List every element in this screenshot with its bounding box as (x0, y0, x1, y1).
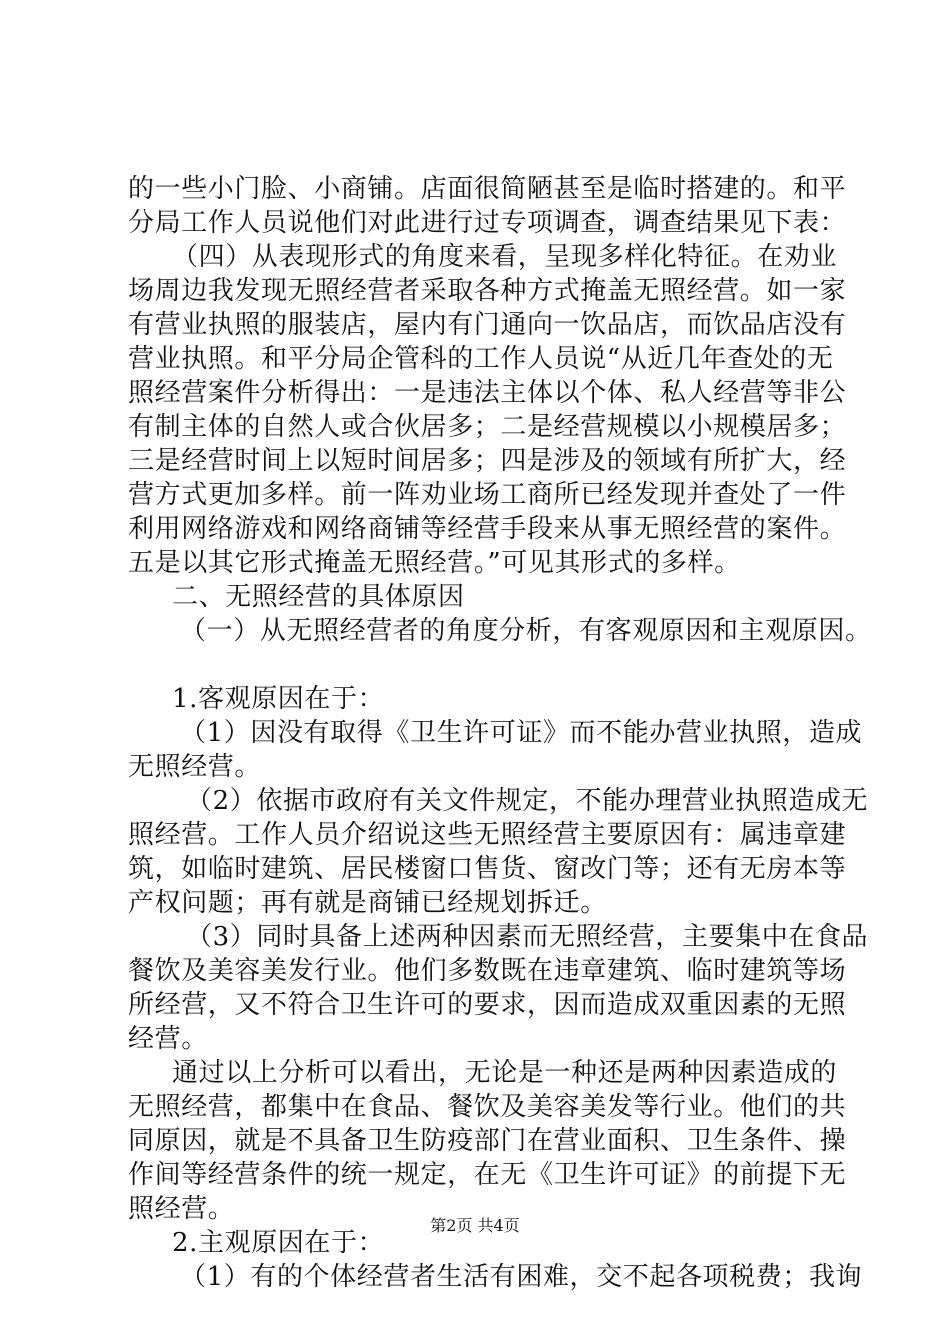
text-line: 照经营案件分析得出：一是违法主体以个体、私人经营等非公 (128, 378, 847, 408)
item-heading: 1.客观原因在于： (172, 684, 385, 714)
text-line: （四）从表现形式的角度来看，呈现多样化特征。在劝业 (172, 242, 838, 272)
text-line: 有营业执照的服装店，屋内有门通向一饮品店，而饮品店没有 (128, 310, 847, 340)
text-line: 五是以其它形式掩盖无照经营。”可见其形式的多样。 (128, 548, 741, 578)
text-line: 无照经营，都集中在食品、餐饮及美容美发等行业。他们的共 (128, 1092, 847, 1122)
text-line: 无照经营。 (128, 752, 262, 782)
subsection-heading: （一）从无照经营者的角度分析，有客观原因和主观原因。 (180, 616, 872, 646)
text-line: 三是经营时间上以短时间居多；四是涉及的领域有所扩大，经 (128, 446, 847, 476)
body-text (128, 172, 872, 1294)
text-line: （2）依据市政府有关文件规定，不能办理营业执照造成无 (186, 786, 869, 816)
text-line: 经营。 (128, 1024, 208, 1054)
text-line: （1）因没有取得《卫生许可证》而不能办营业执照，造成 (180, 718, 863, 748)
text-line: 餐饮及美容美发行业。他们多数既在违章建筑、临时建筑等场 (128, 956, 847, 986)
text-line: 作间等经营条件的统一规定，在无《卫生许可证》的前提下无 (128, 1160, 847, 1190)
text-line: 同原因，就是不具备卫生防疫部门在营业面积、卫生条件、操 (128, 1126, 847, 1156)
text-line: 有制主体的自然人或合伙居多；二是经营规模以小规模居多； (128, 412, 847, 442)
text-line: 产权问题；再有就是商铺已经规划拆迁。 (128, 888, 607, 918)
text-line: 照经营。 (128, 1194, 235, 1224)
blank-line (128, 648, 828, 682)
text-line: 通过以上分析可以看出，无论是一种还是两种因素造成的 (172, 1058, 838, 1088)
text-line: 营方式更加多样。前一阵劝业场工商所已经发现并查处了一件 (128, 480, 847, 510)
text-line: （3）同时具备上述两种因素而无照经营，主要集中在食品 (186, 922, 869, 952)
text-line: 所经营，又不符合卫生许可的要求，因而造成双重因素的无照 (128, 990, 847, 1020)
text-line: 场周边我发现无照经营者采取各种方式掩盖无照经营。如一家 (128, 276, 847, 306)
text-line: 分局工作人员说他们对此进行过专项调查，调查结果见下表： (128, 208, 847, 238)
text-line: 筑，如临时建筑、居民楼窗口售货、窗改门等；还有无房本等 (128, 854, 847, 884)
text-line: 的一些小门脸、小商铺。店面很简陋甚至是临时搭建的。和平 (128, 174, 847, 204)
item-heading: 2.主观原因在于： (172, 1228, 385, 1258)
text-line: 营业执照。和平分局企管科的工作人员说“从近几年查处的无 (128, 344, 834, 374)
text-line: 利用网络游戏和网络商铺等经营手段来从事无照经营的案件。 (128, 514, 847, 544)
text-line: （1）有的个体经营者生活有困难，交不起各项税费；我询 (180, 1262, 863, 1292)
section-heading: 二、无照经营的具体原因 (172, 582, 465, 612)
text-line: 照经营。工作人员介绍说这些无照经营主要原因有：属违章建 (128, 820, 847, 850)
page-number-footer: 第2页 共4页 (430, 1216, 520, 1235)
